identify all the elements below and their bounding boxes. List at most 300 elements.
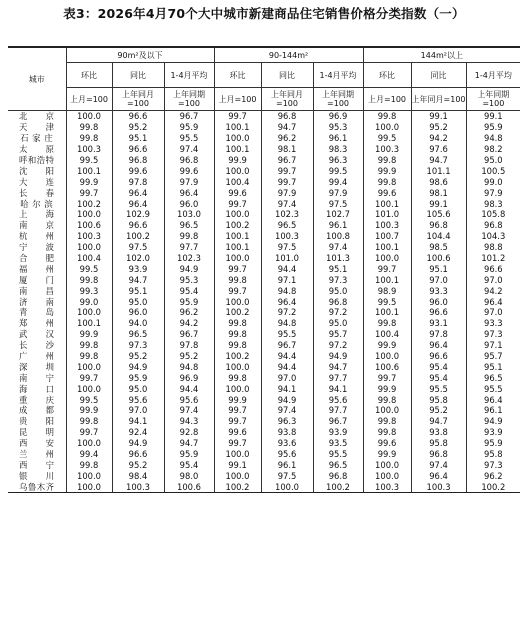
index-value: 95.8 bbox=[411, 438, 466, 449]
city-header: 城市 bbox=[8, 47, 66, 111]
index-value: 95.7 bbox=[313, 329, 363, 340]
index-value: 96.8 bbox=[313, 296, 363, 307]
index-value: 99.5 bbox=[66, 155, 112, 166]
table-row bbox=[8, 351, 520, 362]
index-value: 96.2 bbox=[261, 133, 313, 144]
index-value: 95.0 bbox=[112, 296, 164, 307]
index-value: 101.0 bbox=[363, 209, 411, 220]
table-row bbox=[8, 318, 520, 329]
city-name: 济 南 bbox=[19, 296, 55, 307]
index-value: 100.0 bbox=[261, 481, 313, 492]
index-value: 99.7 bbox=[66, 372, 112, 383]
index-value: 93.9 bbox=[313, 427, 363, 438]
city-name: 成 都 bbox=[19, 405, 55, 416]
index-value: 100.3 bbox=[261, 231, 313, 242]
index-value: 100.0 bbox=[214, 383, 261, 394]
index-value: 94.9 bbox=[313, 351, 363, 362]
index-value: 95.3 bbox=[313, 122, 363, 133]
city-name: 昆 明 bbox=[19, 427, 55, 438]
index-value: 97.0 bbox=[466, 307, 520, 318]
index-value: 100.1 bbox=[66, 165, 112, 176]
index-value: 99.9 bbox=[214, 155, 261, 166]
index-value: 104.3 bbox=[466, 231, 520, 242]
index-value: 96.4 bbox=[261, 296, 313, 307]
index-value: 99.8 bbox=[164, 231, 214, 242]
city-name: 天 津 bbox=[19, 122, 55, 133]
index-value: 96.8 bbox=[112, 155, 164, 166]
index-value: 100.1 bbox=[214, 242, 261, 253]
city-name: 兰 州 bbox=[19, 449, 55, 460]
index-value: 97.1 bbox=[466, 340, 520, 351]
index-value: 100.1 bbox=[363, 307, 411, 318]
index-value: 93.9 bbox=[112, 263, 164, 274]
index-value: 97.4 bbox=[164, 144, 214, 155]
city-name: 广 州 bbox=[19, 351, 55, 362]
index-value: 105.8 bbox=[466, 209, 520, 220]
index-value: 100.2 bbox=[214, 351, 261, 362]
index-value: 95.1 bbox=[112, 133, 164, 144]
index-value: 99.5 bbox=[66, 263, 112, 274]
index-value: 93.3 bbox=[411, 285, 466, 296]
index-value: 94.7 bbox=[411, 416, 466, 427]
sub-avg-1: 1-4月平均 bbox=[164, 63, 214, 88]
city-name: 沈 阳 bbox=[19, 165, 55, 176]
index-value: 95.9 bbox=[466, 438, 520, 449]
city-name: 哈 尔 滨 bbox=[20, 198, 54, 209]
table-row bbox=[8, 209, 520, 220]
city-name: 上 海 bbox=[19, 209, 55, 220]
index-value: 95.9 bbox=[164, 296, 214, 307]
index-value: 97.9 bbox=[466, 187, 520, 198]
index-value: 95.0 bbox=[466, 155, 520, 166]
index-value: 96.0 bbox=[112, 307, 164, 318]
index-value: 98.9 bbox=[363, 285, 411, 296]
table-row bbox=[8, 122, 520, 133]
index-value: 93.6 bbox=[261, 438, 313, 449]
index-value: 95.2 bbox=[411, 122, 466, 133]
sub-mom-3: 环比 bbox=[363, 63, 411, 88]
index-value: 100.0 bbox=[214, 209, 261, 220]
index-value: 95.0 bbox=[313, 285, 363, 296]
index-value: 95.9 bbox=[164, 449, 214, 460]
sub-yoy-2: 同比 bbox=[261, 63, 313, 88]
table-row bbox=[8, 438, 520, 449]
index-value: 96.8 bbox=[164, 155, 214, 166]
index-value: 95.1 bbox=[112, 285, 164, 296]
index-value: 94.9 bbox=[112, 438, 164, 449]
index-value: 100.0 bbox=[363, 470, 411, 481]
index-value: 98.3 bbox=[313, 144, 363, 155]
index-value: 95.6 bbox=[164, 394, 214, 405]
index-value: 99.9 bbox=[66, 329, 112, 340]
sub-yoy-3: 同比 bbox=[411, 63, 466, 88]
index-value: 96.5 bbox=[313, 460, 363, 471]
index-value: 96.6 bbox=[112, 144, 164, 155]
index-value: 100.8 bbox=[313, 231, 363, 242]
index-value: 95.6 bbox=[313, 394, 363, 405]
city-name: 深 圳 bbox=[19, 361, 55, 372]
index-value: 99.8 bbox=[214, 318, 261, 329]
city-name: 厦 门 bbox=[19, 274, 55, 285]
index-value: 100.1 bbox=[363, 198, 411, 209]
table-row bbox=[8, 263, 520, 274]
city-name: 长 沙 bbox=[19, 340, 55, 351]
index-value: 99.8 bbox=[363, 155, 411, 166]
index-value: 99.7 bbox=[214, 263, 261, 274]
index-value: 102.9 bbox=[112, 209, 164, 220]
index-value: 99.0 bbox=[466, 176, 520, 187]
table-row bbox=[8, 481, 520, 492]
index-value: 93.1 bbox=[411, 318, 466, 329]
index-value: 101.0 bbox=[261, 253, 313, 264]
index-value: 99.7 bbox=[214, 111, 261, 122]
index-value: 100.1 bbox=[363, 242, 411, 253]
index-value: 99.8 bbox=[363, 318, 411, 329]
index-value: 98.6 bbox=[411, 176, 466, 187]
index-value: 97.0 bbox=[466, 274, 520, 285]
index-value: 99.9 bbox=[363, 165, 411, 176]
base-avg-1: 上年同期=100 bbox=[164, 88, 214, 111]
index-value: 102.7 bbox=[313, 209, 363, 220]
index-value: 97.5 bbox=[261, 470, 313, 481]
index-value: 99.6 bbox=[363, 438, 411, 449]
index-value: 104.4 bbox=[411, 231, 466, 242]
header-base-row bbox=[8, 88, 520, 111]
table-row bbox=[8, 372, 520, 383]
index-value: 99.6 bbox=[214, 427, 261, 438]
index-value: 99.8 bbox=[66, 122, 112, 133]
index-value: 100.0 bbox=[214, 361, 261, 372]
index-value: 99.7 bbox=[261, 176, 313, 187]
index-value: 94.3 bbox=[164, 416, 214, 427]
index-value: 100.6 bbox=[66, 220, 112, 231]
index-value: 100.0 bbox=[66, 438, 112, 449]
index-value: 94.2 bbox=[411, 133, 466, 144]
index-value: 100.7 bbox=[363, 231, 411, 242]
index-value: 97.3 bbox=[466, 329, 520, 340]
page-title: 表3：2026年4月70个大中城市新建商品住宅销售价格分类指数（一） bbox=[63, 6, 465, 21]
table-row bbox=[8, 111, 520, 122]
index-value: 94.7 bbox=[411, 155, 466, 166]
index-value: 100.0 bbox=[214, 296, 261, 307]
city-name: 南 京 bbox=[19, 220, 55, 231]
index-value: 92.8 bbox=[164, 427, 214, 438]
index-value: 94.1 bbox=[313, 383, 363, 394]
index-value: 95.9 bbox=[466, 122, 520, 133]
index-value: 99.7 bbox=[261, 165, 313, 176]
index-value: 99.7 bbox=[214, 198, 261, 209]
index-value: 94.2 bbox=[164, 318, 214, 329]
city-name: 宁 波 bbox=[19, 242, 55, 253]
sub-avg-2: 1-4月平均 bbox=[313, 63, 363, 88]
base-yoy-3: 上年同月=100 bbox=[411, 88, 466, 111]
index-value: 93.5 bbox=[313, 438, 363, 449]
table-row bbox=[8, 231, 520, 242]
index-value: 97.8 bbox=[164, 340, 214, 351]
index-value: 99.8 bbox=[363, 176, 411, 187]
city-name: 西 宁 bbox=[19, 459, 55, 470]
index-value: 93.8 bbox=[261, 427, 313, 438]
table-row bbox=[8, 176, 520, 187]
index-value: 99.6 bbox=[363, 187, 411, 198]
index-value: 100.0 bbox=[66, 242, 112, 253]
index-value: 94.7 bbox=[261, 122, 313, 133]
index-value: 100.3 bbox=[363, 220, 411, 231]
table-body bbox=[8, 111, 520, 493]
table-row bbox=[8, 383, 520, 394]
index-value: 100.0 bbox=[214, 449, 261, 460]
index-value: 97.8 bbox=[411, 329, 466, 340]
group-header-medium: 90-144m² bbox=[214, 47, 363, 63]
index-value: 94.4 bbox=[261, 361, 313, 372]
base-yoy-2: 上年同月=100 bbox=[261, 88, 313, 111]
index-value: 99.6 bbox=[214, 187, 261, 198]
index-value: 100.0 bbox=[363, 122, 411, 133]
index-value: 97.8 bbox=[112, 176, 164, 187]
index-value: 99.8 bbox=[363, 416, 411, 427]
index-value: 100.0 bbox=[363, 253, 411, 264]
index-value: 93.8 bbox=[411, 427, 466, 438]
index-value: 100.0 bbox=[66, 481, 112, 492]
index-value: 102.0 bbox=[112, 253, 164, 264]
index-value: 94.1 bbox=[261, 383, 313, 394]
index-value: 100.3 bbox=[363, 481, 411, 492]
index-value: 97.4 bbox=[411, 460, 466, 471]
index-value: 100.1 bbox=[66, 318, 112, 329]
index-value: 99.7 bbox=[214, 416, 261, 427]
table-row bbox=[8, 187, 520, 198]
index-value: 95.5 bbox=[261, 329, 313, 340]
index-value: 96.4 bbox=[411, 340, 466, 351]
index-value: 96.5 bbox=[164, 220, 214, 231]
index-value: 100.0 bbox=[66, 307, 112, 318]
index-value: 97.7 bbox=[164, 242, 214, 253]
index-value: 96.5 bbox=[466, 372, 520, 383]
index-value: 94.8 bbox=[261, 285, 313, 296]
index-value: 95.2 bbox=[112, 460, 164, 471]
table-row bbox=[8, 253, 520, 264]
index-value: 100.4 bbox=[66, 253, 112, 264]
index-value: 100.4 bbox=[363, 329, 411, 340]
index-value: 94.4 bbox=[164, 383, 214, 394]
index-value: 99.7 bbox=[363, 372, 411, 383]
index-value: 95.4 bbox=[164, 285, 214, 296]
index-value: 100.3 bbox=[66, 144, 112, 155]
index-value: 99.9 bbox=[363, 449, 411, 460]
table-row bbox=[8, 394, 520, 405]
table-row bbox=[8, 307, 520, 318]
index-value: 92.4 bbox=[112, 427, 164, 438]
index-value: 96.6 bbox=[466, 263, 520, 274]
index-value: 100.6 bbox=[164, 481, 214, 492]
index-value: 94.1 bbox=[112, 416, 164, 427]
index-value: 96.8 bbox=[411, 449, 466, 460]
index-value: 95.5 bbox=[164, 133, 214, 144]
city-name: 南 宁 bbox=[19, 372, 55, 383]
index-value: 97.9 bbox=[313, 187, 363, 198]
index-value: 99.8 bbox=[66, 460, 112, 471]
index-value: 99.8 bbox=[363, 111, 411, 122]
index-value: 101.2 bbox=[466, 253, 520, 264]
index-value: 96.9 bbox=[164, 372, 214, 383]
index-value: 97.7 bbox=[313, 372, 363, 383]
index-value: 101.1 bbox=[411, 165, 466, 176]
index-value: 94.9 bbox=[261, 394, 313, 405]
header-sub-row bbox=[8, 63, 520, 88]
index-value: 97.4 bbox=[313, 242, 363, 253]
index-value: 99.1 bbox=[411, 111, 466, 122]
index-value: 99.5 bbox=[363, 296, 411, 307]
index-value: 99.5 bbox=[66, 394, 112, 405]
index-value: 100.0 bbox=[66, 111, 112, 122]
index-value: 99.8 bbox=[66, 416, 112, 427]
city-name: 长 春 bbox=[19, 187, 55, 198]
index-value: 96.4 bbox=[112, 198, 164, 209]
index-value: 96.8 bbox=[466, 220, 520, 231]
index-value: 100.4 bbox=[214, 176, 261, 187]
index-value: 100.0 bbox=[363, 405, 411, 416]
index-value: 95.9 bbox=[164, 122, 214, 133]
index-value: 100.0 bbox=[363, 460, 411, 471]
index-value: 97.9 bbox=[164, 176, 214, 187]
table-row bbox=[8, 274, 520, 285]
index-value: 100.2 bbox=[214, 307, 261, 318]
index-value: 100.2 bbox=[466, 481, 520, 492]
index-value: 95.6 bbox=[261, 449, 313, 460]
city-name: 南 昌 bbox=[19, 285, 55, 296]
index-value: 99.9 bbox=[66, 405, 112, 416]
index-value: 99.8 bbox=[66, 340, 112, 351]
index-value: 97.4 bbox=[261, 405, 313, 416]
index-value: 100.2 bbox=[214, 481, 261, 492]
index-value: 98.1 bbox=[261, 144, 313, 155]
index-value: 100.1 bbox=[363, 274, 411, 285]
index-value: 95.9 bbox=[112, 372, 164, 383]
index-value: 96.0 bbox=[411, 296, 466, 307]
index-value: 99.1 bbox=[411, 198, 466, 209]
city-name: 贵 阳 bbox=[19, 416, 55, 427]
table-row bbox=[8, 460, 520, 471]
index-value: 96.6 bbox=[112, 449, 164, 460]
index-value: 99.6 bbox=[112, 165, 164, 176]
table-row bbox=[8, 416, 520, 427]
index-value: 96.7 bbox=[261, 340, 313, 351]
index-value: 97.5 bbox=[112, 242, 164, 253]
city-name: 石 家 庄 bbox=[20, 133, 54, 144]
index-value: 99.7 bbox=[214, 405, 261, 416]
index-value: 100.3 bbox=[112, 481, 164, 492]
index-value: 100.1 bbox=[214, 122, 261, 133]
index-value: 96.7 bbox=[261, 155, 313, 166]
index-value: 96.4 bbox=[466, 296, 520, 307]
index-value: 99.5 bbox=[363, 133, 411, 144]
index-value: 99.8 bbox=[66, 274, 112, 285]
index-value: 100.3 bbox=[363, 144, 411, 155]
index-value: 96.8 bbox=[411, 220, 466, 231]
index-value: 100.2 bbox=[313, 481, 363, 492]
index-value: 96.1 bbox=[313, 133, 363, 144]
table-row bbox=[8, 329, 520, 340]
index-value: 102.3 bbox=[164, 253, 214, 264]
index-value: 94.0 bbox=[112, 318, 164, 329]
index-value: 98.2 bbox=[466, 144, 520, 155]
index-value: 96.0 bbox=[164, 198, 214, 209]
index-value: 97.1 bbox=[261, 274, 313, 285]
index-value: 95.1 bbox=[411, 263, 466, 274]
index-value: 94.9 bbox=[112, 361, 164, 372]
index-value: 96.1 bbox=[466, 405, 520, 416]
index-value: 96.5 bbox=[112, 329, 164, 340]
index-value: 99.7 bbox=[214, 285, 261, 296]
index-value: 100.3 bbox=[66, 231, 112, 242]
index-value: 99.8 bbox=[66, 133, 112, 144]
table-row bbox=[8, 285, 520, 296]
index-value: 98.3 bbox=[466, 198, 520, 209]
index-value: 94.8 bbox=[164, 361, 214, 372]
index-value: 100.1 bbox=[214, 144, 261, 155]
index-value: 96.3 bbox=[261, 416, 313, 427]
sub-mom-1: 环比 bbox=[66, 63, 112, 88]
index-value: 100.2 bbox=[112, 231, 164, 242]
index-value: 97.2 bbox=[313, 340, 363, 351]
index-value: 97.2 bbox=[313, 307, 363, 318]
table-row bbox=[8, 449, 520, 460]
table-row bbox=[8, 405, 520, 416]
index-value: 96.4 bbox=[164, 187, 214, 198]
price-index-table bbox=[8, 46, 520, 493]
index-value: 97.0 bbox=[261, 372, 313, 383]
index-value: 95.5 bbox=[313, 449, 363, 460]
index-value: 95.2 bbox=[112, 351, 164, 362]
index-value: 99.5 bbox=[313, 165, 363, 176]
index-value: 96.9 bbox=[313, 111, 363, 122]
sub-avg-3: 1-4月平均 bbox=[466, 63, 520, 88]
index-value: 100.0 bbox=[214, 470, 261, 481]
index-value: 99.8 bbox=[214, 372, 261, 383]
base-avg-2: 上年同期=100 bbox=[313, 88, 363, 111]
base-yoy-1: 上年同月=100 bbox=[112, 88, 164, 111]
table-row bbox=[8, 340, 520, 351]
index-value: 98.1 bbox=[411, 187, 466, 198]
index-value: 96.2 bbox=[164, 307, 214, 318]
index-value: 96.7 bbox=[313, 416, 363, 427]
index-value: 96.4 bbox=[411, 470, 466, 481]
index-value: 100.2 bbox=[66, 198, 112, 209]
index-value: 96.4 bbox=[112, 187, 164, 198]
index-value: 93.3 bbox=[466, 318, 520, 329]
index-value: 99.9 bbox=[214, 394, 261, 405]
index-value: 95.2 bbox=[411, 405, 466, 416]
index-value: 95.1 bbox=[466, 361, 520, 372]
index-value: 100.0 bbox=[214, 253, 261, 264]
index-value: 100.0 bbox=[66, 383, 112, 394]
city-name: 乌鲁木齐 bbox=[8, 481, 66, 492]
table-row bbox=[8, 470, 520, 481]
city-name: 呼和浩特 bbox=[19, 155, 55, 165]
index-value: 99.8 bbox=[363, 427, 411, 438]
index-value: 97.2 bbox=[261, 307, 313, 318]
index-value: 97.7 bbox=[313, 405, 363, 416]
index-value: 99.0 bbox=[66, 296, 112, 307]
table-row bbox=[8, 296, 520, 307]
index-value: 94.7 bbox=[112, 274, 164, 285]
index-value: 96.6 bbox=[112, 111, 164, 122]
index-value: 99.7 bbox=[214, 438, 261, 449]
index-value: 100.0 bbox=[66, 361, 112, 372]
index-value: 94.4 bbox=[261, 351, 313, 362]
table-row bbox=[8, 220, 520, 231]
index-value: 99.8 bbox=[214, 274, 261, 285]
